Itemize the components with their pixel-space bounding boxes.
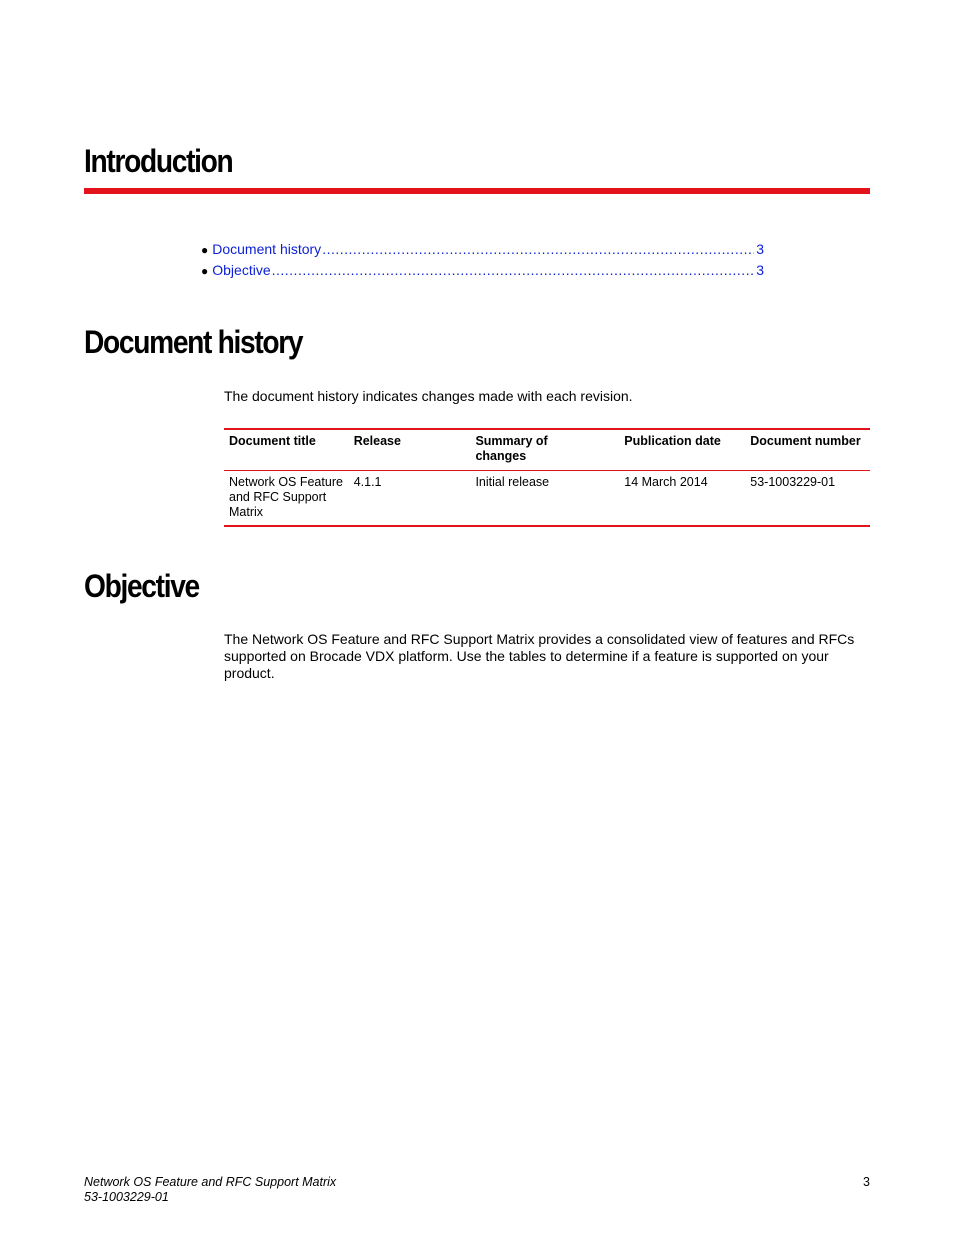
column-header: Publication date: [624, 434, 721, 448]
table-cell: Initial release: [475, 475, 550, 489]
footer-doc-number: 53-1003229-01: [84, 1190, 169, 1204]
chapter-title: Introduction: [84, 143, 233, 179]
toc-page-number[interactable]: 3: [756, 262, 764, 278]
document-history-table: [224, 428, 870, 527]
toc-link-label[interactable]: Objective: [212, 262, 271, 278]
column-header: Document number: [750, 434, 861, 448]
column-header: Summary of changes: [475, 434, 548, 463]
table-cell: 4.1.1: [353, 475, 382, 489]
section-heading-objective: Objective: [84, 568, 199, 604]
footer-page-number: 3: [863, 1175, 870, 1189]
objective-body: The Network OS Feature and RFC Support Matrix provides a consolidated view of features and RFCs supported on Brocade VDX platform. Use the tables to determine if a feature is supported on your product.: [224, 631, 855, 681]
toc-item-document-history[interactable]: [201, 239, 764, 260]
table-cell: 14 March 2014: [624, 475, 708, 489]
section-heading-document-history: Document history: [84, 324, 303, 360]
document-history-intro: The document history indicates changes made with each revision.: [224, 388, 633, 404]
table-header-row: [224, 429, 870, 471]
toc-page-number[interactable]: 3: [756, 241, 764, 257]
bullet-icon: ●: [201, 243, 209, 257]
column-header: Release: [353, 434, 401, 448]
column-header: Document title: [229, 434, 316, 448]
bullet-icon: ●: [201, 264, 209, 278]
table-cell: 53-1003229-01: [750, 475, 836, 489]
table-row: [224, 471, 870, 527]
toc-leader: [322, 239, 754, 260]
footer-doc-title: Network OS Feature and RFC Support Matrix: [84, 1175, 337, 1189]
toc-link-label[interactable]: Document history: [212, 241, 322, 257]
toc-leader: [272, 260, 755, 281]
chapter-rule: [84, 188, 870, 194]
toc-item-objective[interactable]: [201, 260, 764, 281]
chapter-toc: [201, 239, 764, 281]
table-cell: Network OS Feature and RFC Support Matrix: [229, 475, 343, 519]
page-footer: [84, 1175, 870, 1205]
